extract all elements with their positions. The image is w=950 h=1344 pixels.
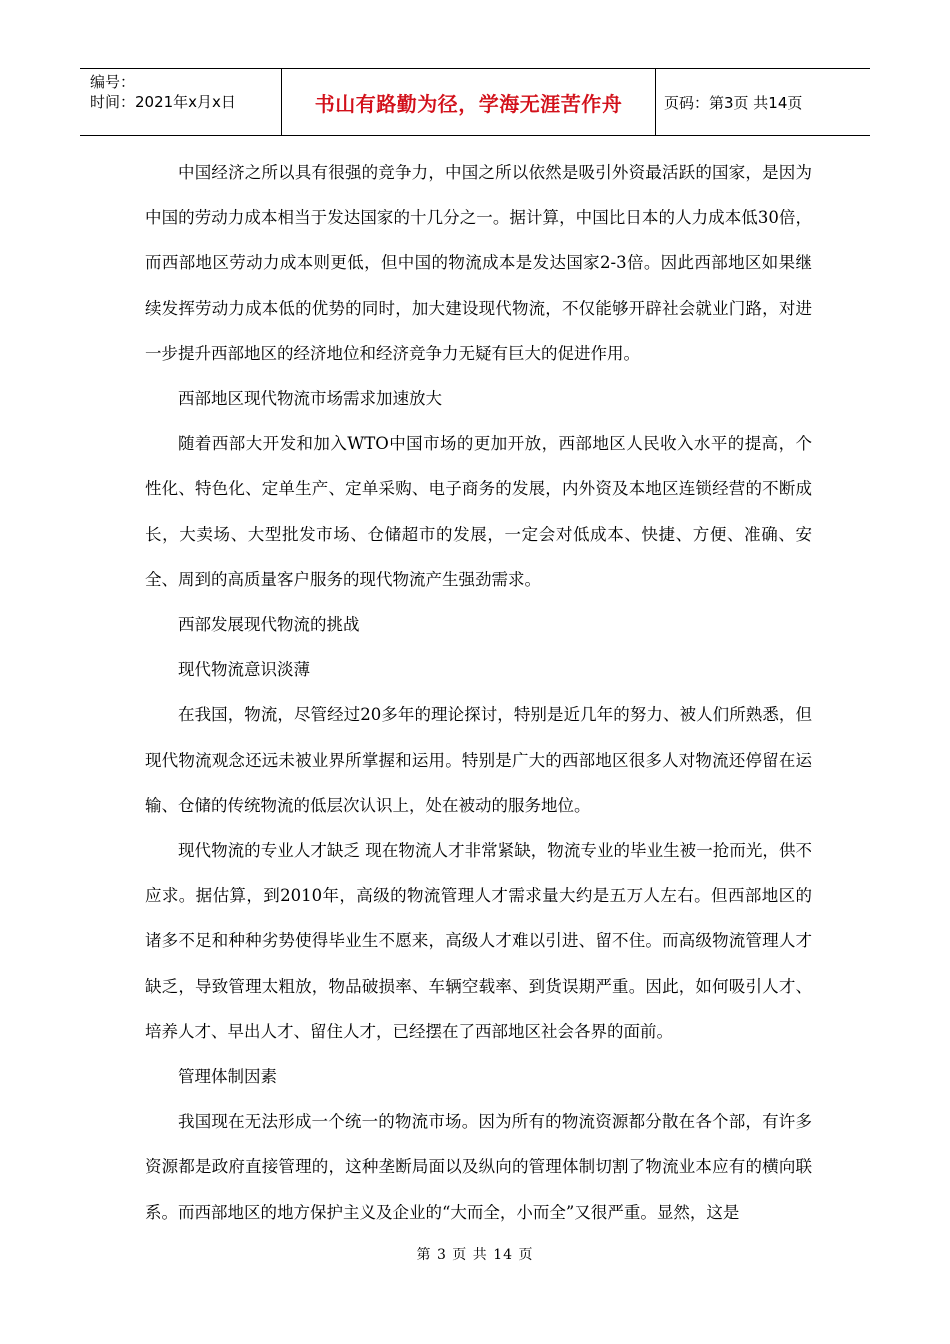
page-footer: 第 3 页 共 14 页	[416, 1247, 534, 1263]
paragraph: 现代物流的专业人才缺乏 现在物流人才非常紧缺，物流专业的毕业生被一抢而光，供不应求。据估算，到2010年，高级的物流管理人才需求量大约是五万人左右。但西部地区的诸多不足和种种劣势使得毕业生不愿来，高级人才难以引进、留不住。而高级物流管理人才缺乏，导致管理太粗放，物品破损率、车辆空载率、到货误期严重。因此，如何吸引人才、培养人才、早出人才、留住人才，已经摆在了西部地区社会各界的面前。	[145, 841, 812, 1041]
section-heading: 西部地区现代物流市场需求加速放大	[178, 389, 442, 409]
document-time-label: 时间：2021年x月x日	[90, 93, 236, 111]
paragraph: 中国经济之所以具有很强的竞争力，中国之所以依然是吸引外资最活跃的国家，是因为中国的劳动力成本相当于发达国家的十几分之一。据计算，中国比日本的人力成本低30倍，而西部地区劳动力成本则更低，但中国的物流成本是发达国家2-3倍。因此西部地区如果继续发挥劳动力成本低的优势的同时，加大建设现代物流，不仅能够开辟社会就业门路，对进一步提升西部地区的经济地位和经济竞争力无疑有巨大的促进作用。	[145, 163, 812, 363]
document-header	[80, 68, 870, 136]
paragraph: 我国现在无法形成一个统一的物流市场。因为所有的物流资源都分散在各个部，有许多资源都是政府直接管理的，这种垄断局面以及纵向的管理体制切割了物流业本应有的横向联系。而西部地区的地方保护主义及企业的“大而全，小而全”又很严重。显然，这是	[145, 1112, 812, 1222]
header-meta-cell	[80, 69, 282, 135]
paragraph: 随着西部大开发和加入WTO中国市场的更加开放，西部地区人民收入水平的提高，个性化、特色化、定单生产、定单采购、电子商务的发展，内外资及本地区连锁经营的不断成长，大卖场、大型批发市场、仓储超市的发展，一定会对低成本、快捷、方便、准确、安全、周到的高质量客户服务的现代物流产生强劲需求。	[145, 434, 812, 589]
section-heading: 现代物流意识淡薄	[178, 660, 310, 680]
section-heading: 西部发展现代物流的挑战	[178, 615, 360, 635]
document-body	[145, 150, 812, 1235]
header-page-info: 页码：第3页 共14页	[664, 93, 803, 112]
section-heading: 管理体制因素	[178, 1067, 277, 1087]
header-motto: 书山有路勤为径，学海无涯苦作舟	[282, 69, 656, 135]
paragraph: 在我国，物流，尽管经过20多年的理论探讨，特别是近几年的努力、被人们所熟悉，但现代物流观念还远未被业界所掌握和运用。特别是广大的西部地区很多人对物流还停留在运输、仓储的传统物流的低层次认识上，处在被动的服务地位。	[145, 705, 812, 815]
document-number-label: 编号：	[90, 73, 136, 91]
